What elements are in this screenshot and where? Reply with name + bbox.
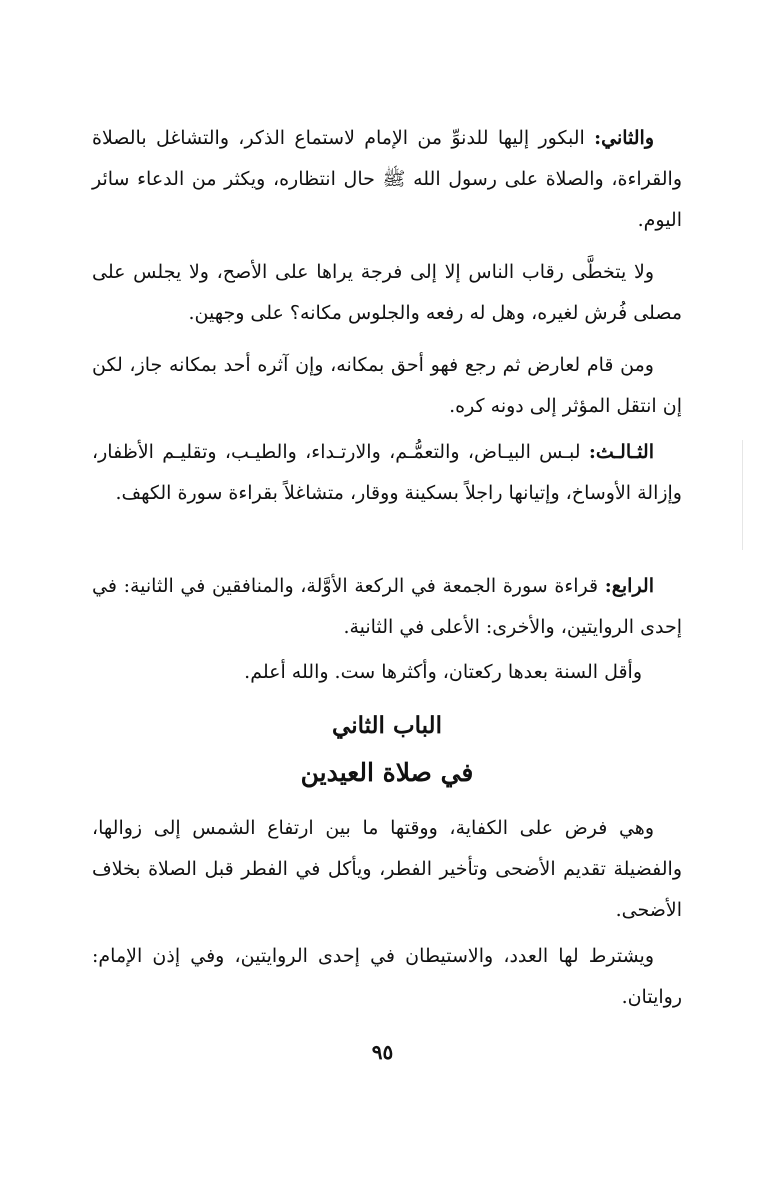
paragraph-text: ويشترط لها العدد، والاستيطان في إحدى الروايتين، وفي إذن الإمام: روايتان. [92, 945, 682, 1008]
chapter-title: الباب الثاني [332, 712, 442, 739]
paragraph-sunnah-after [92, 652, 682, 693]
paragraph-text: وأقل السنة بعدها ركعتان، وأكثرها ست. والله أعلم. [244, 661, 642, 683]
paragraph-third-sunnah [92, 432, 682, 514]
paragraph-text: وهي فرض على الكفاية، ووقتها ما بين ارتفاع الشمس إلى زوالها، والفضيلة تقديم الأضحى وتأخير الفطر، ويأكل في الفطر قبل الصلاة بخلاف الأضحى. [92, 817, 682, 921]
paragraph-eid-conditions [92, 936, 682, 1018]
paragraph-lead: الرابع: [604, 575, 654, 597]
paragraph-text: قراءة سورة الجمعة في الركعة الأوَّلة، والمنافقين في الثانية: في إحدى الروايتين، والأخرى: الأعلى في الثانية. [92, 575, 682, 638]
page-number: ٩٥ [371, 1040, 394, 1064]
scan-margin-mark [742, 440, 743, 550]
paragraph-place-priority [92, 345, 682, 427]
paragraph-lead: الثـالـث: [588, 441, 654, 463]
paragraph-text: ولا يتخطَّى رقاب الناس إلا إلى فرجة يراها على الأصح، ولا يجلس على مصلى فُرش لغيره، وهل له رفعه والجلوس مكانه؟ على وجهين. [92, 261, 682, 324]
paragraph-lead: والثاني: [594, 127, 654, 149]
paragraph-text: ومن قام لعارض ثم رجع فهو أحق بمكانه، وإن آثره أحد بمكانه جاز، لكن إن انتقل المؤثر إلى دونه كره. [92, 354, 682, 417]
paragraph-fourth-sunnah [92, 566, 682, 648]
paragraph-second-sunnah [92, 118, 682, 241]
paragraph-text: البكور إليها للدنوِّ من الإمام لاستماع الذكر، والتشاغل بالصلاة والقراءة، والصلاة على رسول الله ﷺ حال انتظاره، ويكثر من الدعاء سائر اليوم. [92, 127, 682, 231]
paragraph-stepping-over [92, 252, 682, 334]
paragraph-text: لبـس البيـاض، والتعمُّـم، والارتـداء، والطيـب، وتقليـم الأظفار، وإزالة الأوساخ، وإتيانها راجلاً بسكينة ووقار، متشاغلاً بقراءة سورة الكهف. [92, 441, 682, 504]
chapter-subtitle: في صلاة العيدين [300, 758, 474, 787]
paragraph-eid-ruling [92, 808, 682, 931]
